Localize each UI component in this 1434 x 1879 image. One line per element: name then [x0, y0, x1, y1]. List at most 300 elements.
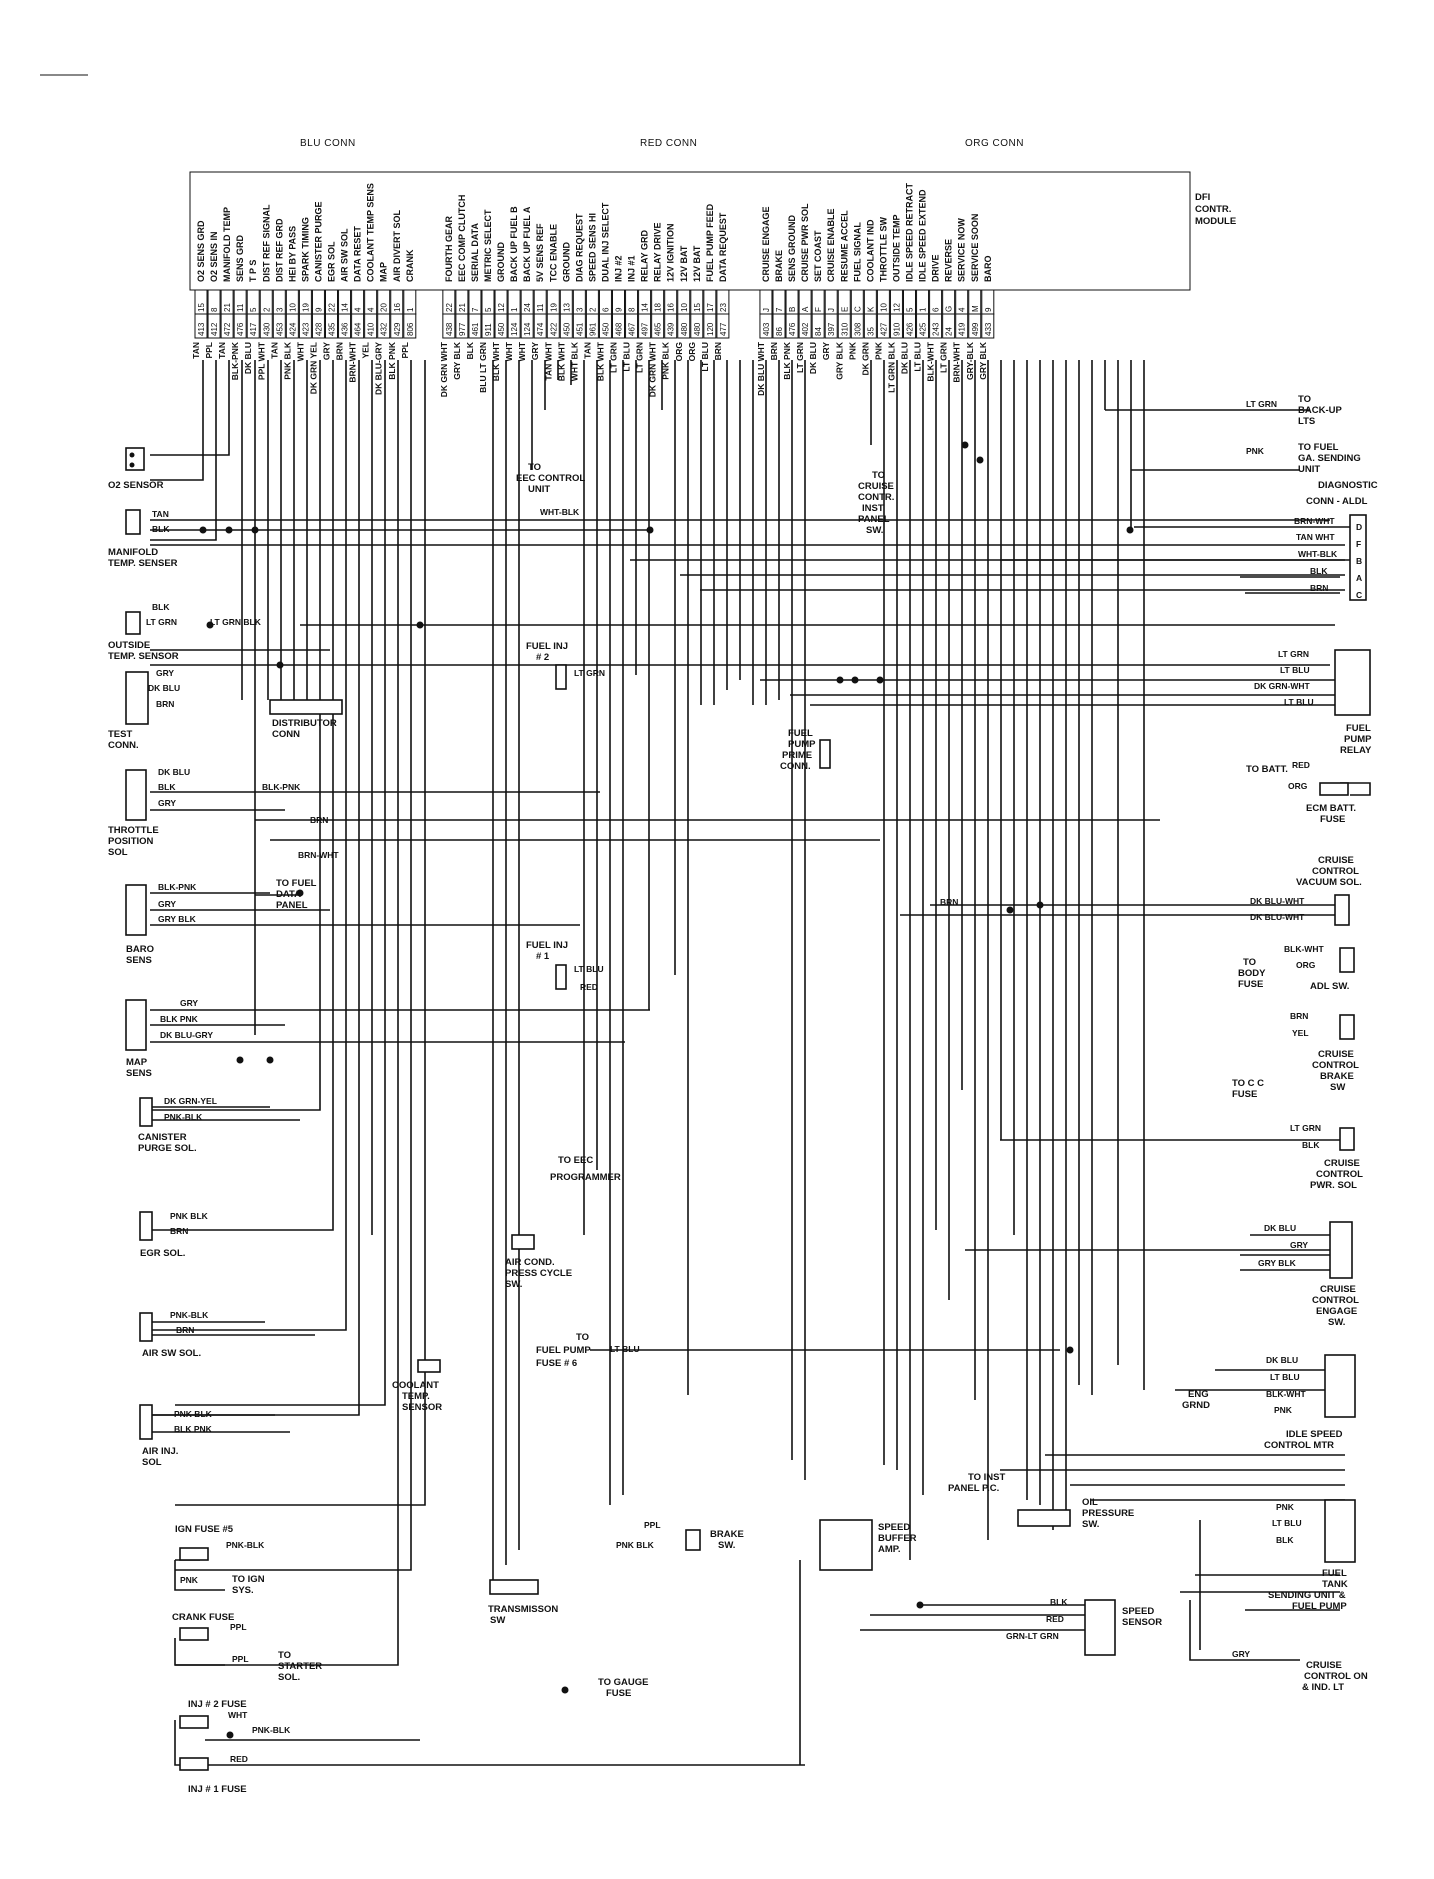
pin-function: 12V IGNITION — [665, 223, 676, 282]
map-label-1: MAP — [126, 1057, 148, 1068]
pin-function: BARO — [982, 255, 993, 282]
wl-grnltgrn: GRN-LT GRN — [1006, 1631, 1059, 1641]
pin-wire-color: LT BLU — [699, 342, 710, 372]
circuit-number: 468 — [614, 322, 624, 336]
module-label-3: MODULE — [1195, 216, 1237, 227]
wl-red4: RED — [1292, 760, 1310, 770]
test-conn-box — [126, 672, 148, 724]
circuit-number: 433 — [983, 322, 993, 336]
wires — [150, 360, 1370, 1765]
fuel-gauge-1: TO FUEL — [1298, 442, 1339, 453]
pin-number: 12 — [892, 303, 902, 312]
wl-ltgrn5: LT GRN — [1290, 1123, 1322, 1133]
pin-number: F — [814, 307, 824, 312]
inj1-fuse-box — [180, 1758, 208, 1770]
wl-pnk: PNK — [180, 1575, 198, 1585]
eec-prog-1: TO EEC — [558, 1155, 594, 1166]
oil-2: PRESSURE — [1082, 1508, 1135, 1519]
circuit-number: 497 — [640, 322, 650, 336]
pin-function: 5V SENS REF — [535, 223, 546, 282]
cc-pwr-2: CONTROL — [1316, 1169, 1363, 1180]
pin-function: MAP — [378, 262, 389, 282]
wl-pnkblk2: PNK BLK — [170, 1211, 208, 1221]
pin-function: RESUME ACCEL — [839, 210, 850, 282]
to-ign-1: TO IGN — [232, 1574, 265, 1585]
pin-function: HEI BY PASS — [287, 225, 298, 282]
circuit-number: 310 — [840, 322, 850, 336]
pin-number: 1 — [405, 307, 415, 312]
pin-number: 10 — [679, 303, 689, 312]
pin-function: SENS GROUND — [787, 214, 798, 282]
fuel-inj2-2: # 2 — [536, 652, 550, 663]
cruise-panel-4: INST — [862, 503, 884, 514]
pin-number: K — [866, 306, 876, 312]
pin-40 — [756, 206, 772, 395]
pin-function: FUEL SIGNAL — [852, 222, 863, 282]
pin-number: 17 — [705, 303, 715, 312]
circuit-number: 24 — [944, 327, 954, 336]
pin-wire-color: WHT — [517, 342, 528, 362]
wl-tanwht: TAN WHT — [1296, 532, 1335, 542]
dist-label-1: DISTRIBUTOR — [272, 718, 337, 729]
pin-wire-color: WHT — [504, 342, 515, 362]
pin-wire-color: GRY — [530, 342, 541, 361]
cc-brake-4: SW — [1330, 1082, 1346, 1093]
pin-number: 23 — [718, 303, 728, 312]
circuit-number: 911 — [484, 323, 493, 336]
wl-yel: YEL — [1292, 1028, 1309, 1038]
pin-number: 1 — [510, 307, 520, 312]
circuit-number: 422 — [549, 322, 559, 336]
wl-blk6: BLK — [1302, 1140, 1320, 1150]
cc-pwr-1: CRUISE — [1324, 1158, 1360, 1169]
throttle-box — [126, 770, 146, 820]
pin-function: RELAY DRIVE — [652, 222, 663, 282]
speed-buffer-1: SPEED — [878, 1522, 911, 1533]
gauge-fuse-1: TO GAUGE — [598, 1677, 649, 1688]
pin-wire-color: LT GRN — [634, 342, 645, 374]
pin-3 — [217, 207, 233, 359]
wl-dkgrnyel: DK GRN-YEL — [164, 1096, 217, 1106]
pin-number: 3 — [575, 307, 585, 312]
egr-label: EGR SOL. — [140, 1248, 186, 1259]
wl-brn7: BRN — [1290, 1011, 1309, 1021]
wl-whtblk2: WHT-BLK — [1298, 549, 1338, 559]
pin-wire-color: PNK — [873, 342, 884, 360]
pin-number: 4 — [366, 307, 376, 312]
starter-3: SOL. — [278, 1672, 301, 1683]
wl-dkgrnwht: DK GRN-WHT — [1254, 681, 1310, 691]
circuit-number: 467 — [627, 322, 637, 336]
crank-fuse-box — [180, 1628, 208, 1640]
diag-1: DIAGNOSTIC — [1318, 480, 1378, 491]
wl-ltblu2: LT BLU — [610, 1344, 640, 1354]
ecm-fuse-2: FUSE — [1320, 814, 1346, 825]
pin-number: 7 — [775, 307, 784, 312]
coolant-1: COOLANT — [392, 1380, 439, 1391]
inj2-fuse-box — [180, 1716, 208, 1728]
wire-labels — [146, 399, 1362, 1764]
wl-ltgrn: LT GRN — [146, 617, 178, 627]
tank-1: FUEL — [1322, 1568, 1347, 1579]
fuel-pump-relay-box — [1335, 650, 1370, 715]
cruise-panel-6: SW. — [866, 525, 884, 536]
pin-function: SERVICE SOON — [969, 213, 980, 282]
pin-number: G — [944, 305, 954, 312]
baro-label-2: SENS — [126, 955, 152, 966]
pin-wire-color: WHT BLK — [569, 342, 580, 382]
pin-14 — [361, 183, 377, 358]
pin-number: 11 — [236, 303, 246, 312]
circuit-number: 499 — [970, 322, 980, 336]
air-sw-label: AIR SW SOL. — [142, 1348, 202, 1359]
pin-function: RELAY GRD — [639, 229, 650, 282]
circuit-number: 430 — [262, 322, 272, 336]
egr-box — [140, 1212, 152, 1240]
fuel-inj1-1: FUEL INJ — [526, 940, 569, 951]
pin-number: 11 — [536, 303, 546, 312]
wl-dkbluwht: DK BLU-WHT — [1250, 896, 1305, 906]
wl-dkblu3: DK BLU — [1264, 1223, 1297, 1233]
throttle-label-2: POSITION — [108, 836, 154, 847]
pin-function: O2 SENS GRD — [196, 220, 206, 282]
pin-wire-color: DK BLU — [808, 342, 819, 375]
pin-wire-color: LT BLU — [621, 342, 632, 372]
idle-1: IDLE SPEED — [1286, 1429, 1343, 1440]
pin-function: GROUND — [561, 242, 572, 282]
wl-pnkblk7: PNK BLK — [616, 1540, 654, 1550]
pin-wire-color: LT GRN — [938, 342, 949, 374]
wl-pnkblk4: PNK BLK — [174, 1409, 212, 1419]
speed-buffer-3: AMP. — [878, 1544, 901, 1555]
pin-function: 12V BAT — [678, 245, 689, 282]
diag-2: CONN - ALDL — [1306, 496, 1368, 507]
pin-function: BRAKE — [774, 249, 784, 282]
wl-blkpnk3: BLK PNK — [160, 1014, 198, 1024]
pin-25 — [530, 223, 546, 360]
pin-function: MANIFOLD TEMP — [222, 207, 233, 282]
cc-engage-1: CRUISE — [1320, 1284, 1356, 1295]
pin-wire-color: GRY BLK — [451, 342, 462, 380]
fuel-gauge-2: GA. SENDING — [1298, 453, 1361, 464]
pin-function: DATA RESET — [352, 226, 363, 282]
wl-ltgrn3: LT GRN — [1246, 399, 1278, 409]
pin-number: 5 — [905, 307, 915, 312]
pin-10 — [308, 201, 324, 394]
speed-sensor-box — [1085, 1600, 1115, 1655]
wl-blkwht: BLK-WHT — [1284, 944, 1324, 954]
pin-number: 24 — [523, 303, 533, 312]
pin-wire-color: GRY-BLK — [964, 342, 975, 380]
circuit-number: 424 — [288, 322, 298, 336]
map-box — [126, 1000, 146, 1050]
pin-wire-color: BLK WHT — [556, 342, 567, 382]
diag-c: C — [1356, 590, 1363, 600]
pin-wire-color: DK GRN YEL — [308, 342, 319, 395]
wl-org2: ORG — [1296, 960, 1316, 970]
oil-1: OIL — [1082, 1497, 1098, 1508]
wl-brn6: BRN — [940, 897, 959, 907]
pin-number: 5 — [249, 307, 259, 312]
coolant-2: TEMP. — [402, 1391, 430, 1402]
pin-wire-color: LT BLU — [912, 342, 923, 372]
pin-number: 14 — [340, 303, 350, 312]
cc-ind-2: CONTROL ON — [1304, 1671, 1368, 1682]
wl-dkbluwht2: DK BLU-WHT — [1250, 912, 1305, 922]
wl-ppl2: PPL — [232, 1654, 249, 1664]
pin-number: 10 — [879, 303, 889, 312]
pin-function: SET COAST — [813, 230, 824, 282]
pin-function: THROTTLE SW — [878, 217, 889, 282]
components — [126, 448, 1370, 1770]
pin-function: IDLE SPEED RETRACT — [904, 182, 915, 282]
pin-function: SPEED SENS HI — [587, 212, 598, 282]
pin-wire-color: GRY — [321, 342, 332, 361]
wl-blk5: BLK — [1310, 566, 1328, 576]
circuit-number: 806 — [405, 322, 415, 336]
pin-number: 8 — [627, 307, 637, 312]
circuit-number: 476 — [236, 322, 246, 336]
pin-function: TCC ENABLE — [548, 224, 559, 282]
pin-function: EEC COMP CLUTCH — [456, 194, 467, 282]
wl-dkblu2: DK BLU — [158, 767, 191, 777]
o2-sensor-label: O2 SENSOR — [108, 480, 164, 491]
pin-number: 16 — [392, 303, 402, 312]
pin-function: DUAL INJ SELECT — [600, 202, 611, 282]
speed-buffer-2: BUFFER — [878, 1533, 917, 1544]
pin-number: 9 — [983, 307, 993, 312]
circuit-number: 432 — [379, 322, 389, 336]
cc-ind-1: CRUISE — [1306, 1660, 1342, 1671]
wl-blk4: BLK — [1050, 1597, 1068, 1607]
circuit-number: 429 — [392, 322, 402, 336]
cruise-panel-5: PANEL — [858, 514, 890, 525]
pin-function: METRIC SELECT — [483, 209, 493, 282]
org-conn-header: ORG CONN — [965, 138, 1024, 149]
circuit-number: 124 — [523, 322, 533, 336]
circuit-number: 461 — [470, 322, 480, 336]
air-sw-box — [140, 1313, 152, 1341]
pin-number: 21 — [223, 303, 233, 312]
pin-wire-color: BRN — [334, 342, 345, 361]
distributor-conn-box — [270, 700, 342, 714]
circuit-number: 308 — [853, 322, 863, 336]
pin-number: 21 — [457, 303, 467, 312]
pin-57 — [978, 256, 994, 380]
circuit-number: 910 — [892, 322, 902, 336]
pin-function: AIR DIVERT SOL — [391, 209, 402, 282]
backup-3: LTS — [1298, 416, 1316, 427]
pin-wire-color: BRN-WHT — [951, 342, 962, 383]
pin-function: OUTSIDE TEMP — [891, 214, 902, 282]
cc-engage-4: SW. — [1328, 1317, 1346, 1328]
pin-45 — [821, 208, 837, 360]
circuit-number: 423 — [301, 322, 311, 336]
pin-number: 19 — [301, 303, 311, 312]
diag-f: F — [1356, 539, 1362, 549]
wl-blk2: BLK — [152, 602, 170, 612]
pin-number: 13 — [562, 303, 572, 312]
tank-4: FUEL PUMP — [1292, 1601, 1347, 1612]
circuit-number: 402 — [801, 322, 811, 336]
canister-label-2: PURGE SOL. — [138, 1143, 197, 1154]
blu-conn-header: BLU CONN — [300, 138, 356, 149]
pin-wire-color: PNK BLK — [282, 342, 293, 380]
pin-number: 16 — [666, 303, 676, 312]
coolant-3: SENSOR — [402, 1402, 443, 1413]
starter-1: TO — [278, 1650, 292, 1661]
ac-press-1: AIR COND. — [505, 1257, 555, 1268]
diag-b: B — [1356, 556, 1363, 566]
circuit-number: 472 — [223, 322, 233, 336]
eec-prog-2: PROGRAMMER — [550, 1172, 621, 1183]
relay-3: RELAY — [1340, 745, 1372, 756]
body-fuse-3: FUSE — [1238, 979, 1264, 990]
fuel-inj2-box — [556, 665, 566, 689]
circuit-number: 425 — [918, 322, 928, 336]
pin-29 — [582, 213, 598, 359]
throttle-label-3: SOL — [108, 847, 128, 858]
cruise-panel-1: TO — [872, 470, 886, 481]
eng-grnd-1: ENG — [1188, 1389, 1209, 1400]
pin-wire-color: ORG — [673, 342, 684, 362]
circuit-number: 465 — [653, 322, 663, 336]
pin-number: 22 — [444, 303, 454, 312]
gauge-fuse-2: FUSE — [606, 1688, 632, 1699]
pin-wire-color: BRN-WHT — [347, 342, 358, 383]
circuit-number: 403 — [761, 322, 771, 336]
map-label-2: SENS — [126, 1068, 152, 1079]
inst-panel-1: TO INST — [968, 1472, 1006, 1483]
pin-1 — [191, 220, 207, 359]
cruise-vac-1: CRUISE — [1318, 855, 1354, 866]
pin-function: O2 SENS IN — [209, 231, 220, 282]
pin-function: BACK UP FUEL A — [522, 206, 533, 282]
circuit-number: 435 — [327, 322, 337, 336]
circuit-number: 84 — [814, 327, 824, 336]
circuit-number: 397 — [827, 322, 837, 336]
wl-brn3: BRN — [170, 1226, 189, 1236]
wl-ppl3: PPL — [644, 1520, 661, 1530]
pin-function: CANISTER PURGE — [313, 201, 324, 282]
diag-a: A — [1356, 573, 1363, 583]
wl-brn2: BRN — [310, 815, 329, 825]
pin-wire-color: DK GRN WHT — [647, 342, 658, 398]
wl-ltblu6: LT BLU — [1272, 1518, 1302, 1528]
pin-function: CRUISE PWR SOL — [800, 203, 811, 282]
speed-buffer-box — [820, 1520, 872, 1570]
wl-ltgrnblk: LT GRN BLK — [210, 617, 261, 627]
wl-gry5: GRY — [1290, 1240, 1309, 1250]
oil-pressure-box — [1018, 1510, 1070, 1526]
coolant-box — [418, 1360, 440, 1372]
pin-wire-color: DK BLU-GRY — [373, 342, 384, 396]
wl-dkblugry: DK BLU-GRY — [160, 1030, 214, 1040]
circuit-number: 476 — [788, 322, 798, 336]
air-inj-label-1: AIR INJ. — [142, 1446, 179, 1457]
pin-function: FUEL PUMP FEED — [704, 203, 715, 282]
circuit-number: 413 — [197, 322, 206, 336]
wl-pnk2: PNK — [1246, 446, 1264, 456]
wl-brnwht: BRN-WHT — [298, 850, 339, 860]
adl-box — [1340, 948, 1354, 972]
speed-sensor-1: SPEED — [1122, 1606, 1155, 1617]
pin-wire-color: BLK-PNK — [230, 342, 241, 381]
wl-ppl: PPL — [230, 1622, 247, 1632]
wl-blkpnk2: BLK-PNK — [158, 882, 197, 892]
pin-wire-color: PNK BLK — [660, 342, 671, 380]
fuel-prime-box — [820, 740, 830, 768]
pin-20 — [465, 222, 481, 359]
cruise-pwr-box — [1340, 1128, 1354, 1150]
pin-wire-color: BRN — [769, 342, 779, 361]
pin-function: COOLANT TEMP SENS — [365, 183, 376, 282]
to-ign-2: SYS. — [232, 1585, 254, 1596]
pin-wire-color: LT GRN — [608, 342, 619, 374]
wl-gry: GRY — [156, 668, 175, 678]
circuit-number: 412 — [210, 322, 220, 336]
cc-pwr-3: PWR. SOL — [1310, 1180, 1357, 1191]
wl-gry2: GRY — [158, 798, 177, 808]
fuel-inj1-box — [556, 965, 566, 989]
pin-function: INJ #1 — [626, 255, 637, 282]
brake-sw-1: BRAKE — [710, 1529, 744, 1540]
pin-number: 19 — [549, 303, 559, 312]
circuit-number: 243 — [931, 322, 941, 336]
starter-2: STARTER — [278, 1661, 323, 1672]
circuit-number: 120 — [705, 322, 715, 336]
outside-label-1: OUTSIDE — [108, 640, 151, 651]
wl-org: ORG — [1288, 781, 1308, 791]
wl-tan: TAN — [152, 509, 169, 519]
pin-number: 9 — [614, 307, 624, 312]
circuit-number: 961 — [588, 322, 598, 336]
circuit-number: 477 — [718, 322, 728, 336]
wl-gryblk2: GRY BLK — [1258, 1258, 1296, 1268]
pin-number: 14 — [640, 303, 650, 312]
fp-fuse-3: FUSE # 6 — [536, 1358, 578, 1369]
pin-function: 12V BAT — [691, 245, 702, 282]
pin-number: 6 — [601, 307, 611, 312]
pin-number: 10 — [288, 303, 298, 312]
pin-function: INJ #2 — [613, 255, 624, 282]
wl-ltblu: LT BLU — [574, 964, 604, 974]
air-inj-box — [140, 1405, 152, 1439]
pin-number: 2 — [262, 307, 272, 312]
circuit-number: 436 — [340, 322, 350, 336]
test-label-2: CONN. — [108, 740, 139, 751]
circuit-number: 426 — [905, 322, 915, 336]
pin-number: 12 — [497, 303, 507, 312]
outside-label-2: TEMP. SENSOR — [108, 651, 179, 662]
cc-brake-1: CRUISE — [1318, 1049, 1354, 1060]
circuit-number: 480 — [679, 322, 689, 336]
wl-gryblk: GRY BLK — [158, 914, 196, 924]
baro-label-1: BARO — [126, 944, 154, 955]
red-conn-header: RED CONN — [640, 138, 698, 149]
pin-function: IDLE SPEED EXTEND — [917, 189, 928, 282]
circuit-number: 453 — [275, 322, 285, 336]
pin-wire-color: BLU LT GRN — [478, 342, 488, 393]
body-fuse-2: BODY — [1238, 968, 1266, 979]
cc-fuse-1: TO C C — [1232, 1078, 1265, 1089]
pin-wire-color: LT GRN — [795, 342, 806, 374]
pin-function: COOLANT IND — [865, 219, 876, 282]
pin-number: 22 — [327, 303, 337, 312]
pin-number: 5 — [484, 307, 493, 312]
pin-number: 15 — [692, 303, 702, 312]
fuel-tank-box — [1325, 1500, 1355, 1562]
